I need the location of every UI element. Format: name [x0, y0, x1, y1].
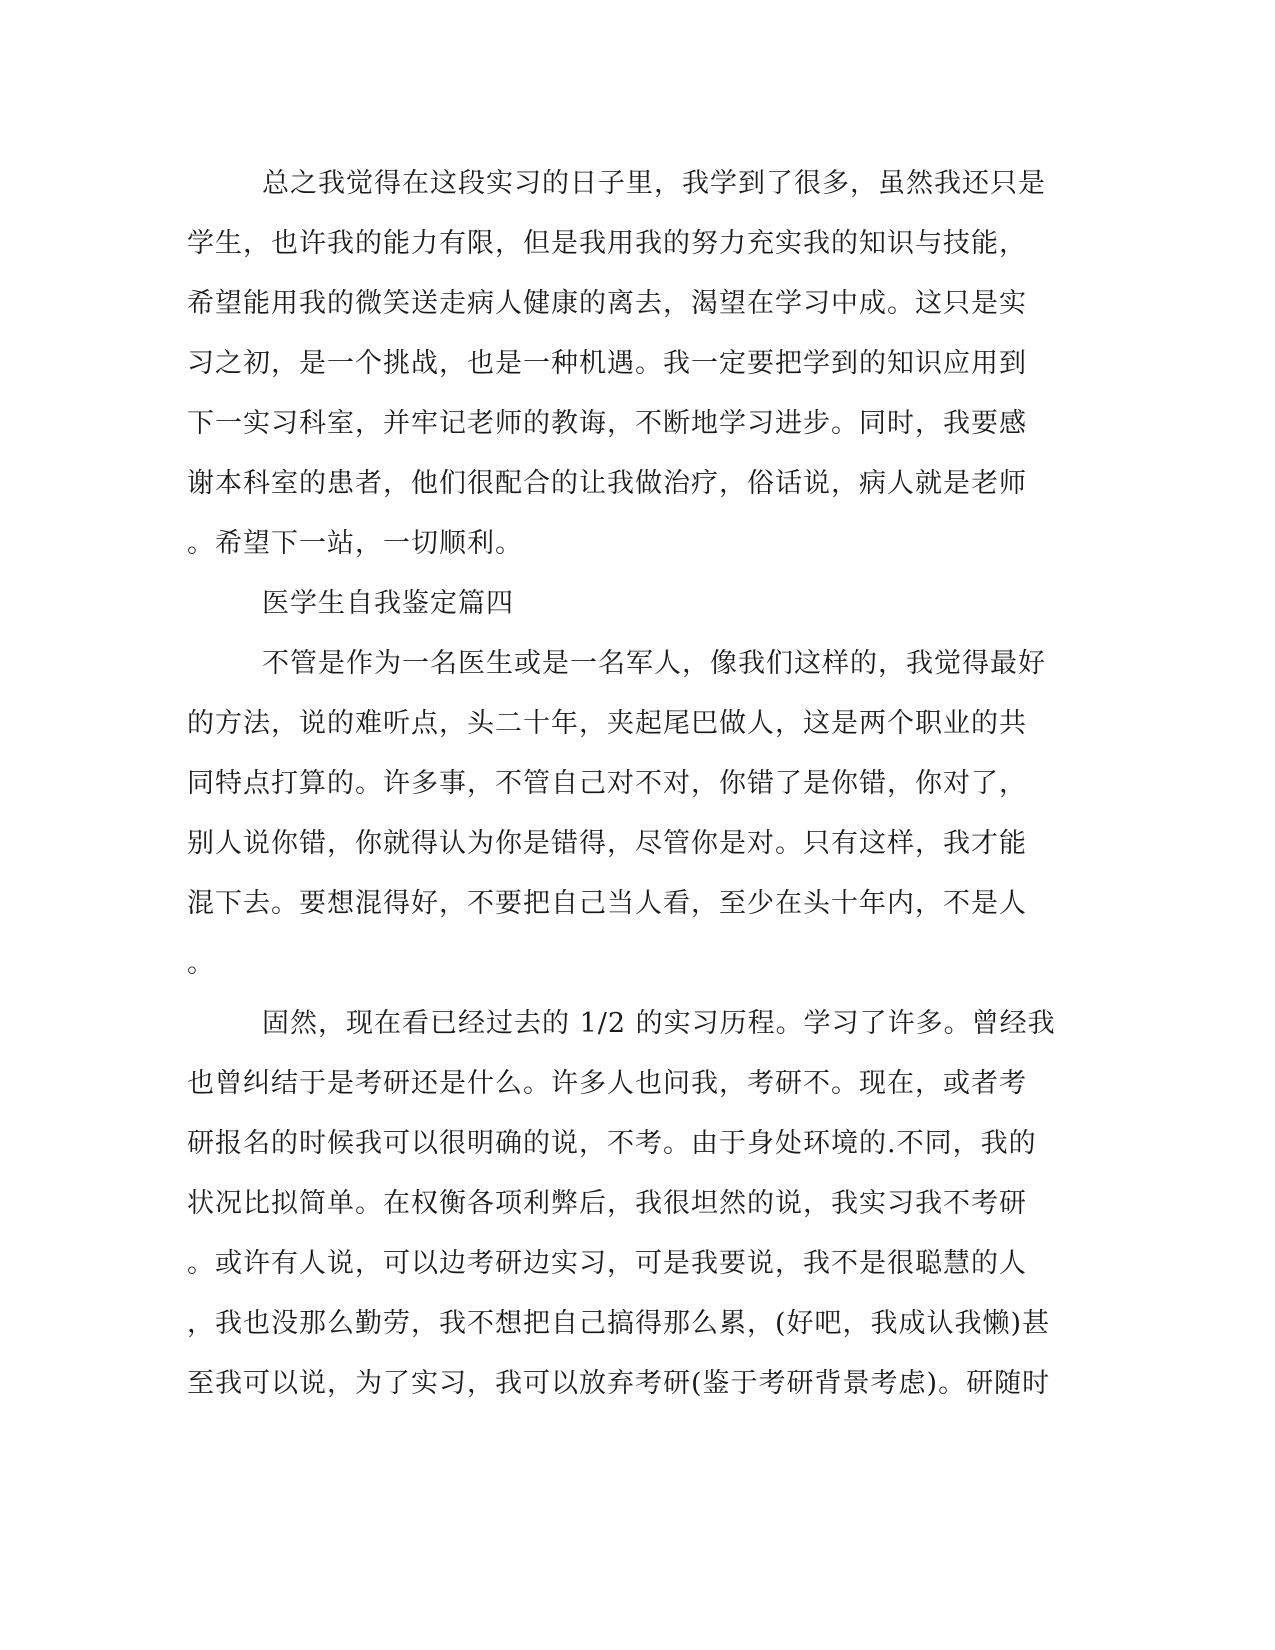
section-heading: 医学生自我鉴定篇四 — [262, 588, 514, 619]
text-line: 混下去。要想混得好，不要把自己当人看，至少在头十年内，不是人 — [187, 888, 1027, 919]
text-line: 的方法，说的难听点，头二十年，夹起尾巴做人，这是两个职业的共 — [187, 708, 1027, 739]
text-line: 至我可以说，为了实习，我可以放弃考研(鉴于考研背景考虑)。研随时 — [187, 1368, 1051, 1399]
text-line: 下一实习科室，并牢记老师的教诲，不断地学习进步。同时，我要感 — [187, 408, 1027, 439]
text-line: 希望能用我的微笑送走病人健康的离去，渴望在学习中成。这只是实 — [187, 288, 1027, 319]
text-line: 固然，现在看已经过去的 1/2 的实习历程。学习了许多。曾经我 — [262, 1008, 1056, 1039]
text-line: 。或许有人说，可以边考研边实习，可是我要说，我不是很聪慧的人 — [187, 1248, 1027, 1279]
text-line: 学生，也许我的能力有限，但是我用我的努力充实我的知识与技能， — [187, 228, 1027, 259]
text-line: 别人说你错，你就得认为你是错得，尽管你是对。只有这样，我才能 — [187, 828, 1027, 859]
text-line: ，我也没那么勤劳，我不想把自己搞得那么累，(好吧，我成认我懒)甚 — [187, 1308, 1051, 1339]
text-line: 。希望下一站，一切顺利。 — [187, 528, 523, 559]
text-line: 研报名的时候我可以很明确的说，不考。由于身处环境的.不同，我的 — [187, 1128, 1037, 1159]
text-line: 状况比拟简单。在权衡各项利弊后，我很坦然的说，我实习我不考研 — [187, 1188, 1027, 1219]
text-line: 谢本科室的患者，他们很配合的让我做治疗，俗话说，病人就是老师 — [187, 468, 1027, 499]
text-line: 也曾纠结于是考研还是什么。许多人也问我，考研不。现在，或者考 — [187, 1068, 1027, 1099]
text-line: 不管是作为一名医生或是一名军人，像我们这样的，我觉得最好 — [262, 648, 1046, 679]
text-line: 。 — [187, 948, 215, 979]
text-line: 习之初，是一个挑战，也是一种机遇。我一定要把学到的知识应用到 — [187, 348, 1027, 379]
text-line: 总之我觉得在这段实习的日子里，我学到了很多，虽然我还只是 — [262, 168, 1046, 199]
text-line: 同特点打算的。许多事，不管自己对不对，你错了是你错，你对了， — [187, 768, 1027, 799]
